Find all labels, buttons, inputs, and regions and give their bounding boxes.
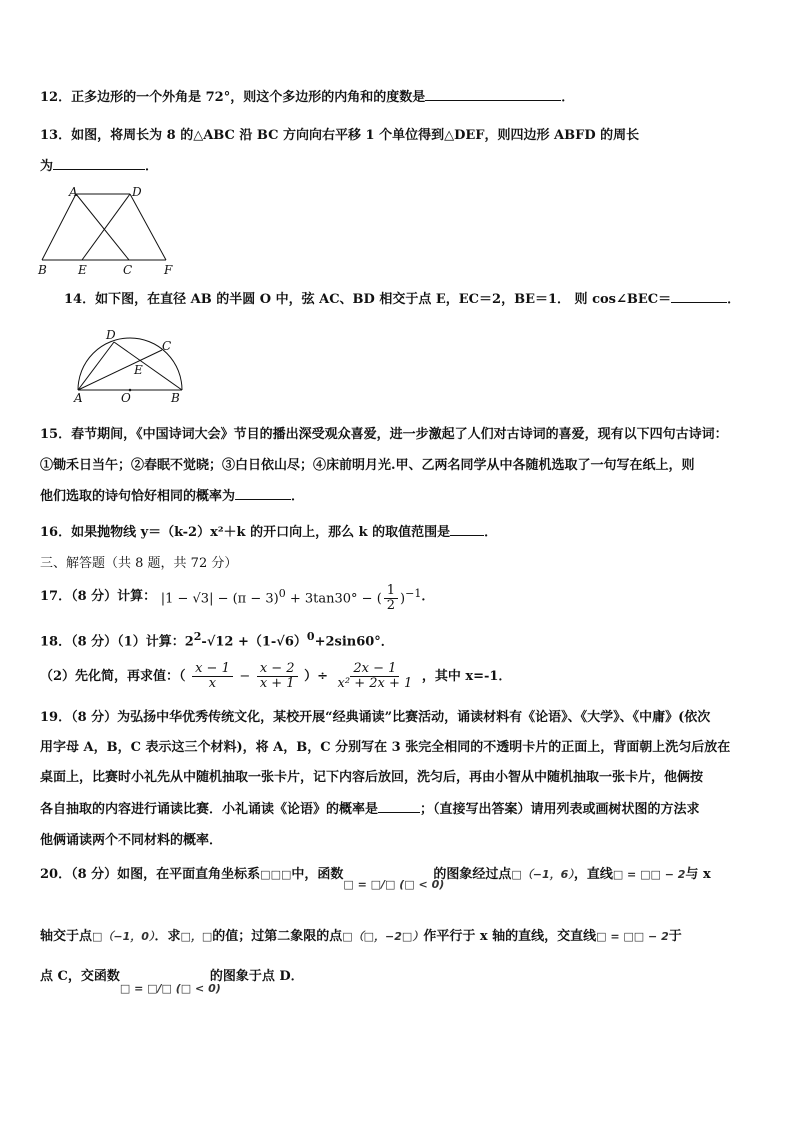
q18-part1-prefix: （8 分）（1）计算：2 [71, 634, 194, 650]
q13-label-d: D [132, 185, 142, 199]
q13-answer-blank[interactable] [53, 155, 145, 170]
q20-l2d: 作平行于 x 轴的直线，交直线 [423, 929, 597, 944]
question-15-line2 [40, 452, 756, 480]
question-20-line3 [40, 966, 756, 995]
q14-text: 如下图，在直径 AB 的半圆 O 中，弦 AC、BD 相交于点 E，EC＝2，BE＝1． 则 cos∠BEC＝ [95, 292, 672, 307]
q14-figure [66, 322, 192, 404]
q13-end: ． [145, 159, 159, 174]
q14-label-e: E [134, 363, 143, 377]
q18-p1-exp0: 0 [306, 630, 315, 643]
q14-label-o: O [121, 391, 131, 404]
q20-l3b: 的图象于点 D． [209, 969, 304, 984]
question-20-line2 [40, 926, 756, 948]
q18-f1-num: x − 1 [192, 662, 233, 677]
q19-line4: 各自抽取的内容进行诵读比赛．小礼诵读《论语》的概率是 [40, 802, 379, 817]
q13-label-e: E [78, 263, 87, 277]
q14-label-a: A [74, 391, 83, 404]
q18-part1-rest: -√12 +（1-√6） [201, 634, 307, 650]
question-19-line3 [40, 764, 756, 792]
section-title: 三、解答题（共 8 题，共 72 分） [40, 556, 238, 571]
q20-line-equation-2: □ = □□ − 2 [596, 930, 669, 943]
q18-f3-num: 2x − 1 [350, 662, 399, 677]
q20-l2a: 轴交于点 [40, 929, 93, 944]
q20-l1a: （8 分）如图，在平面直角坐标系 [71, 867, 261, 882]
q18-fraction-1 [192, 662, 233, 691]
q20-coordinate-system: □□□ [260, 868, 292, 881]
q16-answer-blank[interactable] [450, 521, 484, 536]
q15-end: ． [291, 489, 305, 504]
q20-l2c: 的值；过第二象限的点 [212, 929, 343, 944]
q17-prefix: （8 分）计算： [71, 589, 157, 605]
q13-figure [32, 184, 192, 278]
q17-expr3: ) [400, 591, 406, 607]
q18-f2-num: x − 2 [257, 662, 298, 677]
q17-half-num: 1 [384, 584, 398, 599]
q20-line-equation: □ = □□ − 2 [612, 868, 686, 881]
q19-line2: 用字母 A，B，C 表示这三个材料)，将 A，B，C 分别写在 3 张完全相同的不透明卡片的正面上，背面朝上洗匀后放在 [40, 740, 731, 755]
q12-answer-blank[interactable] [425, 86, 561, 101]
q18-number: 18． [40, 634, 72, 650]
q17-half-fraction [384, 584, 398, 613]
q15-line3: 他们选取的诗句恰好相同的概率为 [40, 489, 236, 504]
q13-number: 13． [40, 128, 72, 143]
q20-point-3: □（□，−2□） [342, 930, 424, 943]
q20-vars: □，□ [180, 930, 213, 943]
q19-line4b: ；（直接写出答案）请用列表或画树状图的方法求 [420, 802, 700, 817]
q18-div: ）÷ [304, 669, 329, 684]
q15-number: 15． [40, 427, 72, 442]
q20-function-2: □ = □/□ (□ < 0) [119, 982, 221, 995]
q18-part2-prefix: （2）先化简，再求值：（ [40, 669, 186, 684]
question-19-line5 [40, 827, 756, 855]
q19-answer-blank[interactable] [378, 798, 420, 813]
q19-line3: 桌面上，比赛时小礼先从中随机抽取一张卡片，记下内容后放回，洗匀后，再由小智从中随机抽取一张卡片，他俩按 [40, 770, 704, 785]
q20-l2b: ．求 [154, 929, 181, 944]
q13-label-f: F [164, 263, 173, 277]
q20-function-1: □ = □/□ (□ < 0) [343, 878, 445, 891]
q19-line5: 他俩诵读两个不同材料的概率． [40, 833, 223, 848]
q13-text: 如图，将周长为 8 的△ABC 沿 BC 方向向右平移 1 个单位得到△DEF，则四边形 ABFD 的周长 [71, 128, 640, 143]
q18-f3-den: x² + 2x + 1 [337, 676, 413, 691]
q18-part1-end: +2sin60°． [314, 634, 394, 650]
q20-number: 20． [40, 867, 72, 882]
q14-number: 14． [64, 292, 96, 307]
q14-label-c: C [162, 339, 172, 353]
question-14 [64, 286, 780, 314]
q17-number: 17． [40, 589, 72, 605]
q18-fraction-2 [257, 662, 298, 691]
q12-text: 正多边形的一个外角是 72°，则这个多边形的内角和的度数是 [71, 90, 426, 105]
q20-l1c: 的图象经过点 [433, 867, 512, 882]
question-13-line2 [40, 153, 756, 181]
q17-expr1: |1 − √3| − (π − 3) [160, 591, 279, 607]
q13-label-b: B [38, 263, 47, 277]
q20-l1b: 中，函数 [291, 867, 344, 882]
question-12 [40, 84, 756, 112]
q20-point-1: □（−1，6） [511, 868, 574, 881]
q17-exp0: 0 [278, 587, 286, 600]
question-19-line2 [40, 734, 756, 762]
question-17 [40, 580, 756, 613]
q19-number: 19． [40, 710, 72, 725]
q17-expm1: −1 [405, 587, 422, 600]
question-16 [40, 519, 756, 547]
question-13 [40, 122, 756, 150]
q20-l2e: 于 [668, 929, 682, 944]
q20-l3a: 点 C，交函数 [40, 969, 120, 984]
q17-expr2: + 3tan30° − ( [285, 591, 382, 607]
section-heading [40, 550, 756, 578]
question-15 [40, 421, 756, 449]
q15-answer-blank[interactable] [235, 485, 291, 500]
q16-end: ． [484, 525, 498, 540]
q14-label-d: D [106, 328, 116, 342]
question-19 [40, 704, 756, 732]
q13-text2: 为 [40, 159, 54, 174]
q17-expression [161, 580, 422, 613]
q18-f2-den: x + 1 [259, 676, 295, 691]
q18-fraction-3 [335, 662, 416, 691]
question-20 [40, 864, 756, 891]
q19-line1: （8 分）为弘扬中华优秀传统文化，某校开展“经典诵读”比赛活动，诵读材料有《论语》、《大学》、《中庸》(依次 [71, 710, 711, 725]
q15-line1: 春节期间，《中国诗词大会》节目的播出深受观众喜爱，进一步激起了人们对古诗词的喜爱，现有以下四句古诗词： [71, 427, 728, 442]
q12-number: 12． [40, 90, 72, 105]
q18-f1-den: x [208, 676, 217, 691]
q13-label-c: C [123, 263, 133, 277]
q14-end: ． [727, 292, 741, 307]
q17-end: ． [421, 589, 435, 605]
q14-answer-blank[interactable] [671, 288, 727, 303]
q20-l1e: 与 x [685, 867, 711, 882]
q16-number: 16． [40, 525, 72, 540]
question-18-part1 [40, 623, 756, 656]
question-15-line3 [40, 483, 756, 511]
q20-point-2: □（−1，0） [92, 930, 155, 943]
q14-label-b: B [171, 391, 180, 404]
q18-minus: − [239, 669, 251, 684]
q17-half-den: 2 [386, 598, 396, 614]
question-19-line4 [40, 796, 756, 824]
q15-line2: ①锄禾日当午；②春眠不觉晓；③白日依山尽；④床前明月光.甲、乙两名同学从中各随机选取了一句写在纸上，则 [40, 458, 695, 473]
q12-end: ． [561, 90, 575, 105]
q20-l1d: ，直线 [573, 867, 613, 882]
q16-text: 如果抛物线 y＝（k-2）x²＋k 的开口向上，那么 k 的取值范围是 [71, 525, 451, 540]
q18-part2-end: ，其中 x=-1． [421, 669, 512, 684]
question-18-part2 [40, 660, 756, 694]
q13-label-a: A [69, 185, 78, 199]
q18-p1-exp: 2 [193, 630, 202, 643]
